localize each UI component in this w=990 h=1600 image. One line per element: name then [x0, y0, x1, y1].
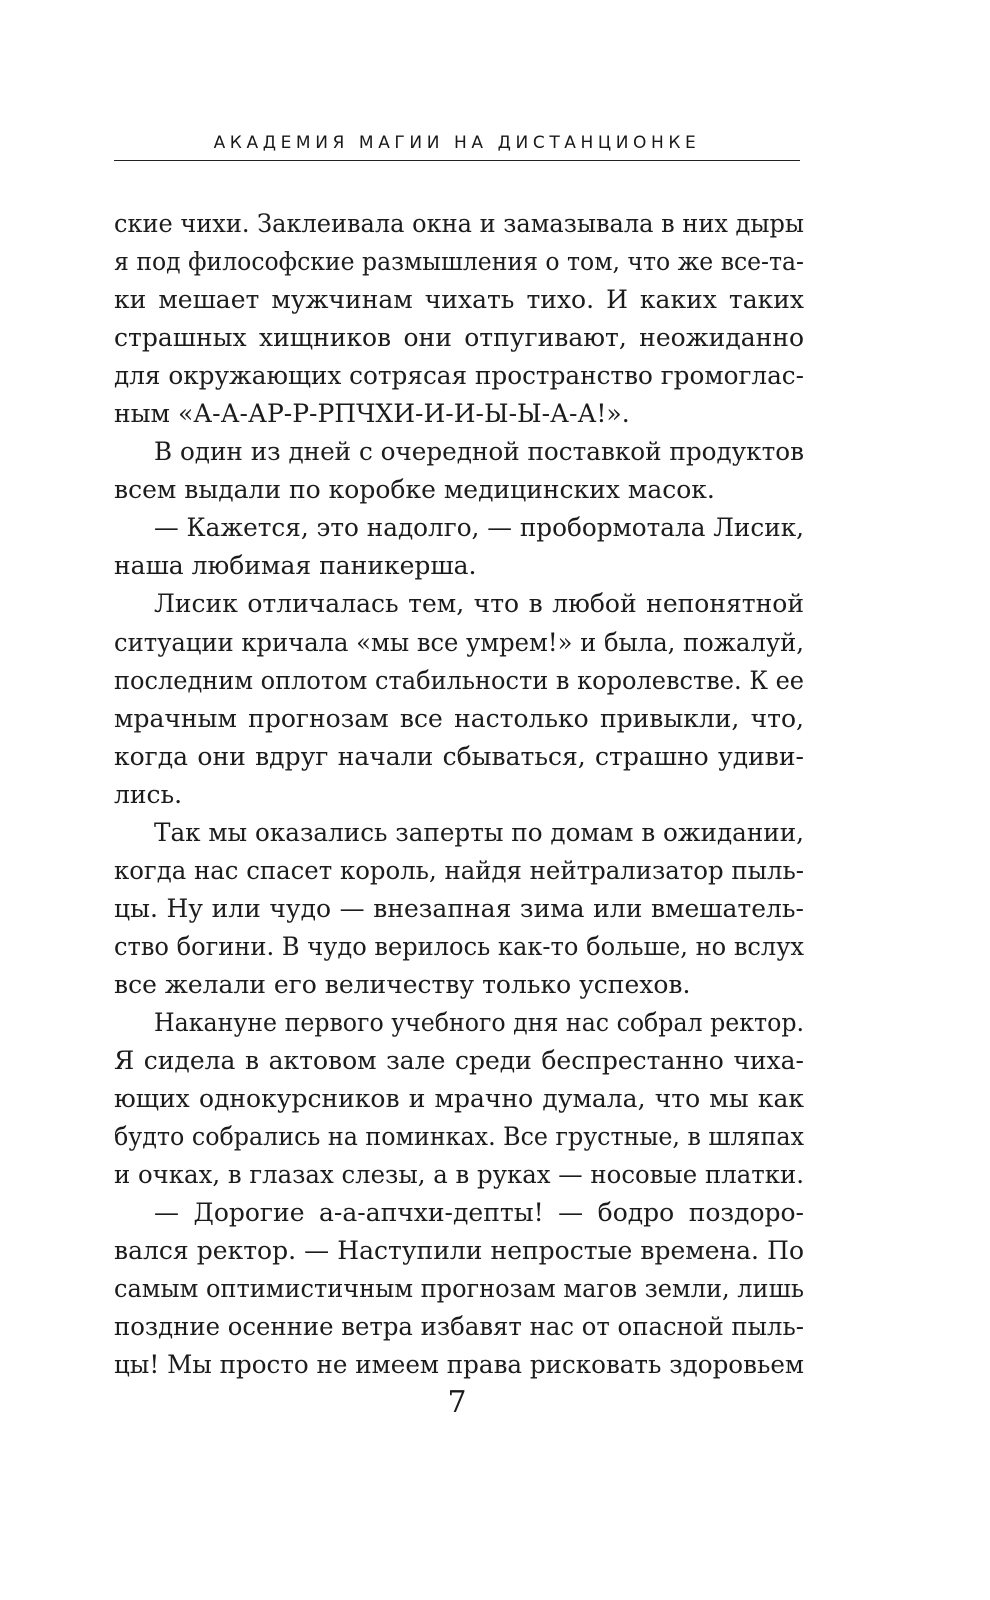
text-line: Так мы оказались заперты по домам в ожидании,	[153, 817, 804, 847]
text-line: самым оптимистичным прогнозам магов земли, лишь	[114, 1274, 805, 1304]
running-head: АКАДЕМИЯ МАГИИ НА ДИСТАНЦИОНКЕ	[213, 133, 701, 153]
text-line: когда они вдруг начали сбываться, страшно удиви-	[114, 741, 804, 771]
text-line: и очках, в глазах слезы, а в руках — носовые платки.	[114, 1160, 805, 1190]
text-line: последним оплотом стабильности в королевстве. К ее	[114, 665, 805, 695]
text-line: страшных хищников они отпугивают, неожиданно	[114, 323, 804, 353]
text-line: для окружающих сотрясая пространство громоглас-	[114, 361, 804, 391]
text-line: мрачным прогнозам все настолько привыкли, что,	[114, 703, 804, 733]
text-line: поздние осенние ветра избавят нас от опасной пыль-	[114, 1312, 804, 1342]
text-line: когда нас спасет король, найдя нейтрализатор пыль-	[114, 855, 805, 885]
text-line: я под философские размышления о том, что же все-та-	[114, 247, 805, 277]
text-line: В один из дней с очередной поставкой продуктов	[153, 437, 804, 467]
text-line: ки мешает мужчинам чихать тихо. И каких таких	[114, 285, 804, 315]
text-line: ситуации кричала «мы все умрем!» и была, пожалуй,	[114, 627, 804, 657]
text-line: Я сидела в актовом зале среди беспрестанно чиха-	[114, 1046, 804, 1076]
text-line: Лисик отличалась тем, что в любой непонятной	[154, 589, 804, 619]
text-line: наша любимая паникерша.	[114, 551, 477, 581]
text-line: всем выдали по коробке медицинских масок.	[114, 475, 715, 505]
text-line: — Дорогие а-а-апчхи-депты! — бодро поздоро-	[154, 1198, 804, 1228]
text-line: будто собрались на поминках. Все грустные, в шляпах	[114, 1122, 804, 1152]
page-number: 7	[447, 1385, 467, 1420]
text-line: цы! Мы просто не имеем права рисковать здоровьем	[114, 1350, 805, 1380]
text-line: цы. Ну или чудо — внезапная зима или вмешатель-	[114, 893, 804, 923]
text-line: ство богини. В чудо верилось как-то больше, но вслух	[114, 931, 805, 961]
text-line: лись.	[114, 779, 183, 809]
running-head-rule	[114, 160, 800, 161]
body-text	[114, 205, 804, 1384]
text-line: ющих однокурсников и мрачно думала, что мы как	[114, 1084, 804, 1114]
text-line: ские чихи. Заклеивала окна и замазывала в них дыры	[114, 209, 805, 238]
text-line: все желали его величеству только успехов.	[114, 969, 691, 999]
text-line: Накануне первого учебного дня нас собрал ректор.	[153, 1007, 805, 1037]
text-line: — Кажется, это надолго, — пробормотала Лисик,	[153, 513, 804, 543]
text-line: вался ректор. — Наступили непростые времена. По	[114, 1236, 804, 1266]
text-line: ным «А-А-АР-Р-РПЧХИ-И-И-Ы-Ы-А-А!».	[114, 399, 630, 429]
